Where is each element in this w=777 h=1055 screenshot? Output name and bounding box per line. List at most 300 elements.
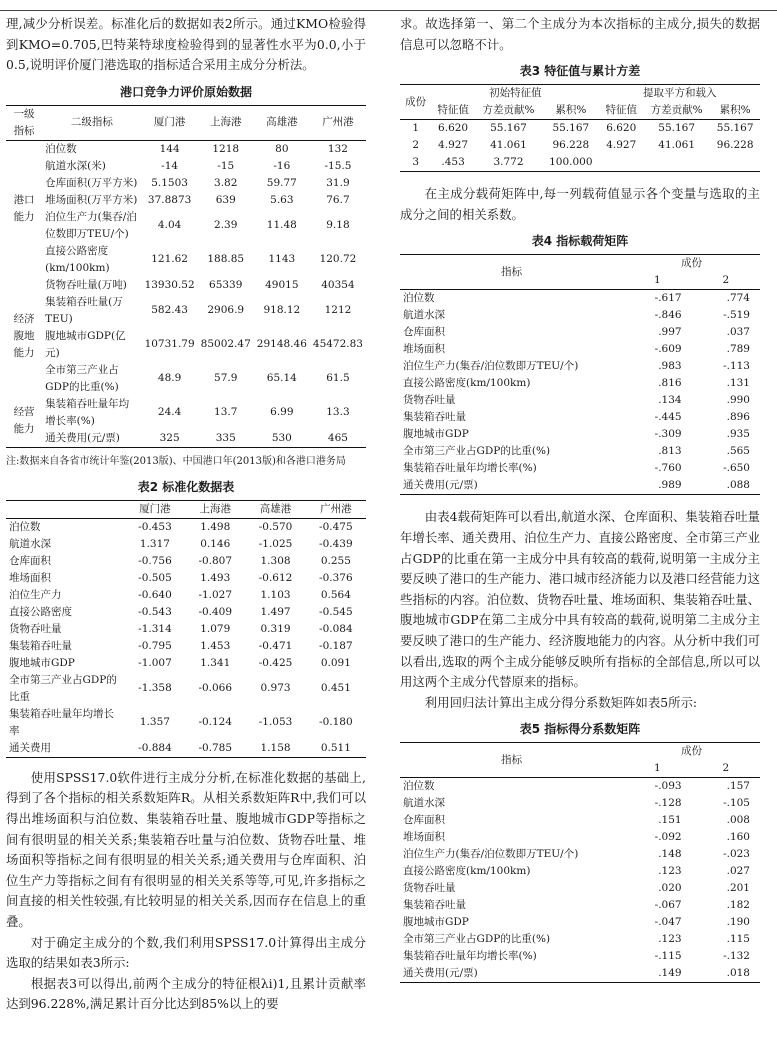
table-cell: 4.927 <box>606 139 637 152</box>
table-cell: 59.77 <box>266 176 297 189</box>
table-cell: 45472.83 <box>312 338 363 351</box>
index-name: 全市第三产业占GDP的比重(%) <box>403 933 551 946</box>
index-name: 泊位数 <box>403 780 435 793</box>
table-cell: 188.85 <box>207 253 245 266</box>
index-name: 仓库面积 <box>403 326 445 339</box>
paragraph: 使用SPSS17.0软件进行主成分分析,在标准化数据的基础上,得到了各个指标的相关系数矩阵R。从相关系数矩阵R中,我们可以得出堆场面积与泊位数、集装箱吞吐量、腹地城市GDP等指标之间有很明显的相关关系;集装箱吞吐量与泊位数、货物吞吐量、堆场面积等指标之间有很明显的相关关系;通关费用与仓库面积、泊位生产力等指标之间有有很明显的相关关系等等,可见,许多指标之间直接的相关性较强,有比较明显的相关关系,因而存在信息上的重叠。 <box>6 769 366 929</box>
column-header <box>6 500 125 518</box>
table-row <box>6 175 366 192</box>
table-cell: .151 <box>658 814 682 827</box>
table-cell: 144 <box>159 142 180 155</box>
table-cell: .813 <box>658 445 682 458</box>
column-header: 特征值 <box>437 104 469 117</box>
index-name: 航道水深 <box>403 309 445 322</box>
table-row <box>400 880 760 897</box>
table-row <box>400 137 760 154</box>
standardized-data-table <box>6 500 366 758</box>
table-cell: -0.543 <box>138 605 172 618</box>
table-cell: -.047 <box>654 916 682 929</box>
table-cell: -.115 <box>654 950 682 963</box>
column-header: 上海港 <box>209 116 242 129</box>
group-label: 经济腹地能力 <box>13 312 35 359</box>
table-cell: 3.82 <box>214 176 238 189</box>
table-cell: .027 <box>726 865 750 878</box>
table-cell: 5.1503 <box>151 176 188 189</box>
table-row <box>400 829 760 846</box>
table-cell: -0.570 <box>258 520 293 533</box>
table-cell: 1.317 <box>139 537 170 550</box>
table-cell: .453 <box>441 156 465 169</box>
table-cell: 1.493 <box>200 571 231 584</box>
column-header: 厦门港 <box>153 116 186 129</box>
index-name: 堆场面积(万平方米) <box>45 193 138 206</box>
table-cell: -0.453 <box>138 520 172 533</box>
table-cell: .088 <box>726 479 750 492</box>
table-cell: -.617 <box>654 292 682 305</box>
table-cell: .182 <box>726 899 750 912</box>
table-row <box>6 706 366 740</box>
table-cell: -.023 <box>723 848 750 861</box>
table-cell: -0.180 <box>319 716 353 729</box>
table-cell: 0.091 <box>320 656 351 669</box>
table-cell: -.105 <box>723 797 750 810</box>
table-cell: 121.62 <box>151 253 188 266</box>
table-cell: .148 <box>658 848 682 861</box>
table-row <box>400 358 760 375</box>
table-cell: 1.103 <box>260 588 291 601</box>
index-name: 全市第三产业占GDP的比重(%) <box>403 445 551 458</box>
index-name: 货物吞吐量(万吨) <box>45 278 127 291</box>
column-header: 一级指标 <box>13 107 35 137</box>
table-row <box>6 192 366 209</box>
table-row <box>6 209 366 243</box>
table-cell: -.445 <box>654 411 682 424</box>
column-header: 高雄港 <box>259 502 292 515</box>
header-component: 成份 <box>681 257 703 270</box>
column-header: 特征值 <box>605 104 637 117</box>
table-row <box>6 396 366 430</box>
table-row <box>6 655 366 672</box>
index-name: 航道水深 <box>9 537 51 550</box>
table-cell: 639 <box>215 193 236 206</box>
right-column <box>400 14 760 983</box>
table-cell: 1.498 <box>200 520 231 533</box>
table-cell: -1.053 <box>258 716 293 729</box>
table-cell: -0.439 <box>319 537 353 550</box>
table-row <box>400 778 760 796</box>
table-cell: .896 <box>726 411 750 424</box>
table-row <box>6 621 366 638</box>
table-row <box>6 362 366 396</box>
table-cell: 1.158 <box>260 741 291 754</box>
table-cell: .935 <box>726 428 750 441</box>
table-cell: -0.409 <box>198 605 233 618</box>
table-cell: 4.927 <box>438 139 469 152</box>
running-header-rule <box>0 0 777 11</box>
table-cell: 0.255 <box>320 554 351 567</box>
index-name: 集装箱吞吐量年均增长率(%) <box>45 397 130 427</box>
table-row <box>400 120 760 138</box>
column-header: 累积% <box>719 104 751 117</box>
table-cell: .134 <box>658 394 682 407</box>
table-cell: -0.471 <box>258 639 293 652</box>
table-cell: 2.39 <box>214 219 238 232</box>
raw-data-table <box>6 105 366 448</box>
table-cell: -0.795 <box>138 639 172 652</box>
table-cell: -0.807 <box>198 554 233 567</box>
table-cell: 1143 <box>268 253 296 266</box>
table-row <box>6 158 366 175</box>
table-row <box>400 290 760 308</box>
index-name: 航道水深 <box>403 797 445 810</box>
table-cell: -.609 <box>654 343 682 356</box>
index-name: 集装箱吞吐量(万TEU) <box>45 295 123 325</box>
table-cell: 13930.52 <box>144 278 195 291</box>
table-cell: -0.545 <box>319 605 353 618</box>
table-cell: -0.084 <box>319 622 353 635</box>
table-cell: 1.357 <box>139 716 170 729</box>
index-name: 航道水深(米) <box>45 159 106 172</box>
table-cell: 6.620 <box>438 122 469 135</box>
table-cell: 120.72 <box>319 253 357 266</box>
table-row <box>6 140 366 158</box>
table-cell: 48.9 <box>157 372 182 385</box>
index-name: 货物吞吐量 <box>403 882 456 895</box>
table-cell: .789 <box>726 343 750 356</box>
index-name: 堆场面积 <box>9 571 51 584</box>
table-cell: 61.5 <box>326 372 350 385</box>
header-extracted: 提取平方和载入 <box>643 87 717 100</box>
table-row <box>6 604 366 621</box>
table-cell: -.846 <box>654 309 682 322</box>
table-cell: 10731.79 <box>144 338 195 351</box>
table-cell: -.067 <box>654 899 682 912</box>
column-header: 方差贡献% <box>482 104 535 117</box>
index-name: 泊位数 <box>9 520 41 533</box>
table-row <box>400 409 760 426</box>
table-cell: .990 <box>726 394 750 407</box>
table-cell: 1 <box>412 122 419 135</box>
index-name: 仓库面积 <box>9 554 51 567</box>
paragraph: 由表4载荷矩阵可以看出,航道水深、仓库面积、集装箱吞吐量年增长率、通关费用、泊位生产力、直接公路密度、全市第三产业占GDP的比重在第一主成分中具有较高的载荷,说明第一主成分主要反映了港口的生产能力、港口城市经济能力以及港口经营能力这些指标的内容。泊位数、货物吞吐量、堆场面积、集装箱吞吐量、腹地城市GDP在第二主成分中具有较高的载荷,说明第二主成分主要反映了港口的生产能力、经济腹地能力的内容。从分析中我们可以看出,选取的两个主成分能够反映所有指标的全部信息,所以可以用这两个主成分代替原来的指标。 <box>400 509 760 690</box>
table-cell: 41.061 <box>490 139 527 152</box>
table-cell: 24.4 <box>157 406 182 419</box>
table-cell: 80 <box>275 142 289 155</box>
table-caption: 表2 标准化数据表 <box>137 479 235 494</box>
table-cell: .565 <box>726 445 750 458</box>
table-row <box>400 324 760 341</box>
column-header: 方差贡献% <box>650 104 703 117</box>
table-cell: 6.620 <box>606 122 637 135</box>
header-c1: 1 <box>654 762 661 775</box>
table-cell: 1.341 <box>200 656 231 669</box>
column-header: 厦门港 <box>139 502 171 515</box>
table-row <box>6 243 366 277</box>
table-cell: 13.7 <box>214 406 238 419</box>
table-cell: -15.5 <box>324 159 352 172</box>
table-subheader-row <box>400 102 760 120</box>
index-name: 腹地城市GDP <box>9 656 75 669</box>
table-cell: -0.376 <box>319 571 353 584</box>
table-cell: .989 <box>658 479 682 492</box>
header-component: 成份 <box>681 745 703 758</box>
index-name: 直接公路密度(km/100km) <box>45 244 110 274</box>
index-name: 仓库面积 <box>403 814 445 827</box>
index-name: 直接公路密度(km/100km) <box>403 865 531 878</box>
table-cell: -0.884 <box>138 741 172 754</box>
table-row <box>400 965 760 983</box>
header-c1: 1 <box>654 274 661 287</box>
index-name: 通关费用(元/票) <box>403 479 478 492</box>
table-cell <box>643 154 710 172</box>
table-cell: 57.9 <box>214 372 238 385</box>
table-row <box>6 294 366 328</box>
table-cell: 1.308 <box>260 554 291 567</box>
table-row <box>400 477 760 495</box>
table-cell: 5.63 <box>270 193 294 206</box>
table-cell: 85002.47 <box>200 338 251 351</box>
index-name: 泊位生产力(集吞/泊位数即万TEU/个) <box>403 360 579 373</box>
table-row <box>400 375 760 392</box>
table-cell: -16 <box>273 159 291 172</box>
index-name: 货物吞吐量 <box>9 622 62 635</box>
table-note: 注:数据来自各省市统计年鉴(2013版)、中国港口年(2013版)和各港口港务局 <box>6 455 346 467</box>
table-row <box>6 328 366 362</box>
table-cell: -0.124 <box>198 716 233 729</box>
table-cell: .157 <box>726 780 750 793</box>
table-cell: 55.167 <box>716 122 754 135</box>
table-cell: 0.451 <box>320 682 351 695</box>
table-cell: 37.8873 <box>147 193 192 206</box>
left-column <box>6 14 366 1015</box>
table-cell: 325 <box>159 431 180 444</box>
table-cell: .037 <box>726 326 750 339</box>
index-name: 集装箱吞吐量 <box>9 639 72 652</box>
column-header: 累积% <box>555 104 587 117</box>
table-row <box>6 518 366 536</box>
table-cell: -1.358 <box>138 682 172 695</box>
table-cell: 31.9 <box>326 176 350 189</box>
index-name: 泊位生产力 <box>9 588 62 601</box>
header-index: 指标 <box>501 753 523 766</box>
table-row <box>400 812 760 829</box>
table-cell: -.519 <box>723 309 750 322</box>
table-cell: 1.453 <box>200 639 231 652</box>
table-cell <box>600 154 644 172</box>
paragraph: 求。故选择第一、第二个主成分为本次指标的主成分,损失的数据信息可以忽略不计。 <box>400 16 760 52</box>
table-caption: 表3 特征值与累计方差 <box>519 64 641 79</box>
table-row <box>400 307 760 324</box>
table-cell: 96.228 <box>716 139 754 152</box>
group-label: 港口能力 <box>13 193 35 223</box>
index-name: 集装箱吞吐量 <box>403 411 466 424</box>
table-caption: 港口竞争力评价原始数据 <box>119 84 252 99</box>
table-row <box>400 846 760 863</box>
table-cell: 96.228 <box>552 139 590 152</box>
table-cell: 2906.9 <box>207 304 245 317</box>
table-cell: -0.475 <box>319 520 353 533</box>
table-cell: 40354 <box>321 278 355 291</box>
table-row <box>6 587 366 604</box>
table-cell: 0.511 <box>320 741 351 754</box>
index-name: 集装箱吞吐量年均增长率(%) <box>403 950 537 963</box>
table-cell: -1.027 <box>198 588 233 601</box>
table-row <box>6 553 366 570</box>
index-name: 通关费用(元/票) <box>45 431 120 444</box>
table-cell: .997 <box>658 326 682 339</box>
table-cell: -0.505 <box>138 571 172 584</box>
index-name: 全市第三产业占GDP的比重(%) <box>45 363 119 393</box>
table-cell: 1218 <box>212 142 240 155</box>
table-cell: .131 <box>726 377 750 390</box>
table-cell: -0.187 <box>319 639 353 652</box>
table-row <box>400 154 760 172</box>
table-row <box>400 795 760 812</box>
table-cell: 3 <box>412 156 419 169</box>
table-cell: -0.425 <box>258 656 293 669</box>
table-cell: 0.319 <box>260 622 291 635</box>
table-row <box>400 863 760 880</box>
table-cell: -1.007 <box>138 656 172 669</box>
table-cell: -.093 <box>654 780 682 793</box>
index-name: 泊位生产力(集吞/泊位数即万TEU/个) <box>45 210 137 240</box>
table-cell <box>710 154 760 172</box>
paragraph: 利用回归法计算出主成分得分系数矩阵如表5所示: <box>424 694 698 710</box>
index-name: 全市第三产业占GDP的比重 <box>9 673 117 703</box>
table-row <box>400 460 760 477</box>
group-label: 经营能力 <box>13 406 35 436</box>
table-cell: .190 <box>726 916 750 929</box>
index-name: 腹地城市GDP <box>403 428 469 441</box>
table-cell: -.092 <box>654 831 682 844</box>
table-cell: 65339 <box>209 278 243 291</box>
table-cell: .149 <box>658 967 682 980</box>
table-cell: 918.12 <box>263 304 301 317</box>
score-coefficient-table <box>400 742 760 983</box>
index-name: 集装箱吞吐量年均增长率 <box>9 707 114 737</box>
table-row <box>6 740 366 758</box>
table-caption: 表4 指标载荷矩阵 <box>531 234 629 249</box>
index-name: 通关费用(元/票) <box>403 967 478 980</box>
table-cell: 65.14 <box>266 372 297 385</box>
table-row <box>6 430 366 448</box>
table-cell: -0.785 <box>198 741 233 754</box>
index-name: 直接公路密度 <box>9 605 72 618</box>
table-cell: 41.061 <box>658 139 696 152</box>
index-name: 集装箱吞吐量 <box>403 899 466 912</box>
header-component: 成份 <box>405 95 427 108</box>
table-cell: 335 <box>215 431 236 444</box>
index-name: 堆场面积 <box>403 343 445 356</box>
column-header: 广州港 <box>322 116 354 129</box>
table-row <box>400 341 760 358</box>
table-cell: -1.314 <box>138 622 172 635</box>
index-name: 腹地城市GDP <box>403 916 469 929</box>
table-row <box>400 931 760 948</box>
table-cell: .774 <box>726 292 750 305</box>
table-row <box>400 443 760 460</box>
table-cell: .160 <box>726 831 750 844</box>
table-cell: .008 <box>726 814 750 827</box>
table-cell: -.760 <box>654 462 682 475</box>
table-cell: 582.43 <box>151 304 188 317</box>
loading-matrix-table <box>400 254 760 495</box>
table-cell: 76.7 <box>326 193 350 206</box>
table-cell: -0.066 <box>198 682 233 695</box>
table-caption: 表5 指标得分系数矩阵 <box>519 722 641 737</box>
index-name: 泊位数 <box>403 292 435 305</box>
table-cell: 6.99 <box>270 406 294 419</box>
index-name: 堆场面积 <box>403 831 445 844</box>
table-cell: 2 <box>412 139 419 152</box>
table-row <box>400 897 760 914</box>
table-cell: 29148.46 <box>256 338 307 351</box>
table-cell: 9.18 <box>326 219 350 232</box>
column-header: 上海港 <box>199 502 231 515</box>
eigenvalue-table <box>400 84 760 172</box>
table-row <box>6 672 366 706</box>
table-cell: 132 <box>327 142 348 155</box>
column-header: 广州港 <box>320 502 352 515</box>
paragraph: 根据表3可以得出,前两个主成分的特征根λi)1,且累计贡献率达到96.228%,满足累计百分比达到85%以上的要 <box>6 975 366 1012</box>
table-cell: 100.000 <box>549 156 593 169</box>
header-c2: 2 <box>722 274 730 287</box>
table-cell: -15 <box>217 159 235 172</box>
table-cell: 1212 <box>324 304 352 317</box>
table-cell: -.309 <box>654 428 682 441</box>
table-cell: -0.640 <box>138 588 172 601</box>
table-cell: -.113 <box>723 360 750 373</box>
table-cell: -.132 <box>723 950 750 963</box>
header-c2: 2 <box>722 762 730 775</box>
table-cell: -0.756 <box>138 554 172 567</box>
header-index: 指标 <box>501 265 523 278</box>
table-cell: .123 <box>658 933 682 946</box>
index-name: 仓库面积(万平方米) <box>45 176 138 189</box>
table-row <box>400 948 760 965</box>
index-name: 集装箱吞吐量年均增长率(%) <box>403 462 537 475</box>
table-cell: .201 <box>726 882 750 895</box>
table-row <box>6 570 366 587</box>
table-cell: 0.973 <box>260 682 291 695</box>
paragraph: 在主成分载荷矩阵中,每一列载荷值显示各个变量与选取的主成分之间的相关系数。 <box>400 186 760 222</box>
index-name: 腹地城市GDP(亿元) <box>45 329 126 359</box>
table-cell: .115 <box>726 933 750 946</box>
table-cell: 55.167 <box>490 122 527 135</box>
index-name: 直接公路密度(km/100km) <box>403 377 531 390</box>
paragraph: 对于确定主成分的个数,我们利用SPSS17.0计算得出主成分选取的结果如表3所示: <box>6 934 366 971</box>
table-cell: 0.146 <box>200 537 231 550</box>
index-name: 通关费用 <box>9 741 51 754</box>
table-cell: .020 <box>658 882 682 895</box>
table-row <box>400 914 760 931</box>
table-row <box>400 426 760 443</box>
table-cell: -.650 <box>723 462 750 475</box>
table-cell: 4.04 <box>157 219 182 232</box>
table-header-row <box>6 105 366 140</box>
header-initial-eigen: 初始特征值 <box>489 87 542 100</box>
column-header: 二级指标 <box>70 116 113 129</box>
paragraph: 理,减少分析误差。标准化后的数据如表2所示。通过KMO检验得到KMO=0.705,巴特莱特球度检验得到的显著性水平为0.0,小于0.5,说明评价厦门港选取的指标适合采用主成分分析法。 <box>6 16 366 73</box>
table-cell: 13.3 <box>326 406 350 419</box>
table-row <box>6 638 366 655</box>
table-cell: 3.772 <box>493 156 524 169</box>
table-cell: -14 <box>161 159 179 172</box>
table-cell: .983 <box>658 360 682 373</box>
table-cell: -1.025 <box>258 537 293 550</box>
table-cell: -.128 <box>654 797 682 810</box>
table-cell: -0.612 <box>258 571 293 584</box>
